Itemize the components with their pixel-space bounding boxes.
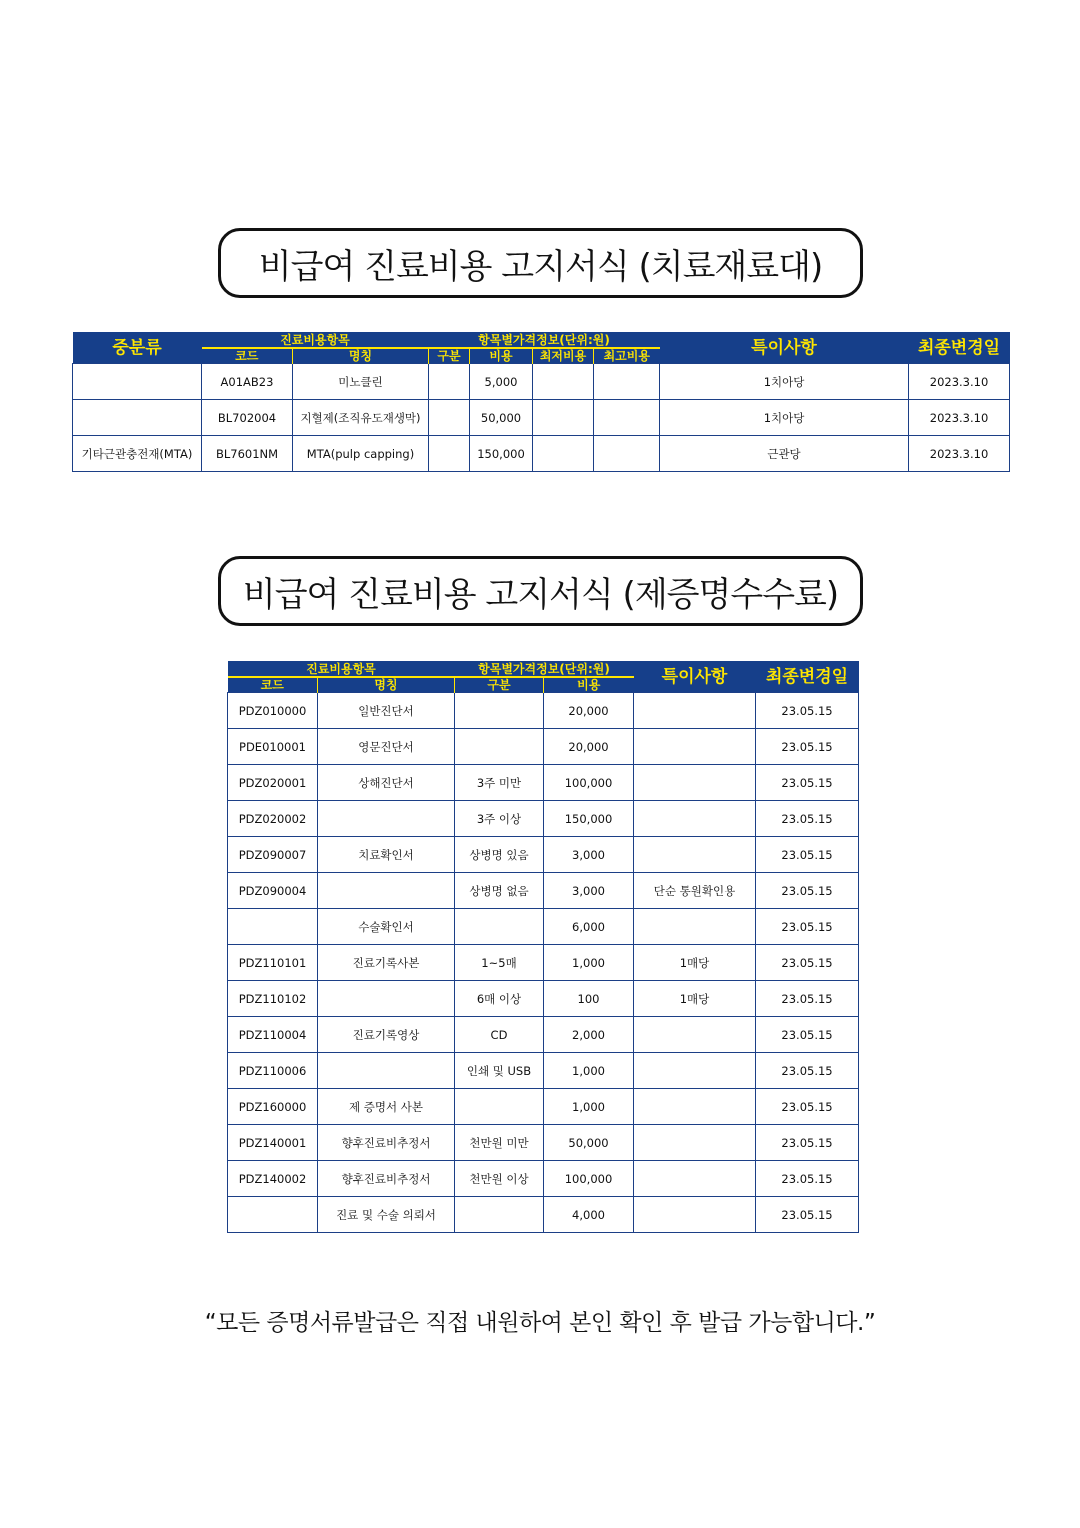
cell-code: PDZ110101 [228, 945, 318, 981]
cell-name [318, 801, 455, 837]
table-row [73, 364, 1010, 400]
cell-cost: 20,000 [544, 693, 634, 729]
cell-code: PDZ110004 [228, 1017, 318, 1053]
header-cost: 비용 [544, 677, 634, 693]
cell-category [73, 364, 202, 400]
table-row [228, 945, 859, 981]
header-division: 구분 [455, 677, 544, 693]
cell-category: 기타근관충전재(MTA) [73, 436, 202, 472]
cell-cost: 1,000 [544, 1089, 634, 1125]
table-row [228, 837, 859, 873]
cell-name: 향후진료비추정서 [318, 1161, 455, 1197]
cell-max-cost [594, 400, 660, 436]
cell-name: 치료확인서 [318, 837, 455, 873]
table-row [228, 693, 859, 729]
cell-code: PDZ110102 [228, 981, 318, 1017]
issuance-notice: “모든 증명서류발급은 직접 내원하여 본인 확인 후 발급 가능합니다.” [204, 1310, 876, 1336]
cell-updated: 23.05.15 [756, 945, 859, 981]
header-note: 특이사항 [634, 661, 756, 693]
cell-note [634, 837, 756, 873]
cell-cost: 1,000 [544, 1053, 634, 1089]
cell-cost: 100,000 [544, 765, 634, 801]
cell-division: 천만원 미만 [455, 1125, 544, 1161]
cell-note: 1매당 [634, 945, 756, 981]
cell-name: 일반진단서 [318, 693, 455, 729]
table-row [228, 1089, 859, 1125]
certificate-fee-table [227, 661, 859, 1233]
cell-note: 1치아당 [660, 364, 909, 400]
cell-name: 상해진단서 [318, 765, 455, 801]
cell-updated: 23.05.15 [756, 909, 859, 945]
cell-division: 천만원 이상 [455, 1161, 544, 1197]
cell-code: A01AB23 [202, 364, 293, 400]
section-title-materials: 비급여 진료비용 고지서식 (치료재료대) [218, 228, 863, 298]
cell-division [429, 364, 470, 400]
cell-max-cost [594, 364, 660, 400]
header-min-cost: 최저비용 [533, 348, 594, 364]
cell-updated: 23.05.15 [756, 729, 859, 765]
cell-note [634, 1197, 756, 1233]
cell-updated: 23.05.15 [756, 837, 859, 873]
cell-note [634, 1161, 756, 1197]
cell-updated: 23.05.15 [756, 1125, 859, 1161]
header-item-group: 진료비용항목 [202, 332, 429, 348]
table-row [228, 1125, 859, 1161]
cell-note [634, 1089, 756, 1125]
cell-cost: 1,000 [544, 945, 634, 981]
cell-updated: 23.05.15 [756, 1017, 859, 1053]
cell-division: 3주 미만 [455, 765, 544, 801]
cell-cost: 50,000 [470, 400, 533, 436]
table-row [228, 1017, 859, 1053]
header-cost: 비용 [470, 348, 533, 364]
cell-cost: 20,000 [544, 729, 634, 765]
cell-code: PDE010001 [228, 729, 318, 765]
cell-note: 단순 통원확인용 [634, 873, 756, 909]
table-row [228, 981, 859, 1017]
cell-division: 상병명 없음 [455, 873, 544, 909]
cell-min-cost [533, 436, 594, 472]
section-title-certificates: 비급여 진료비용 고지서식 (제증명수수료) [218, 556, 863, 626]
cell-note: 근관당 [660, 436, 909, 472]
cell-cost: 150,000 [470, 436, 533, 472]
cell-division [429, 400, 470, 436]
cell-cost: 4,000 [544, 1197, 634, 1233]
cell-min-cost [533, 400, 594, 436]
cell-code: PDZ140001 [228, 1125, 318, 1161]
cell-division [455, 693, 544, 729]
cell-code: PDZ010000 [228, 693, 318, 729]
cell-division [455, 909, 544, 945]
header-code: 코드 [228, 677, 318, 693]
header-name: 명칭 [293, 348, 429, 364]
cell-cost: 150,000 [544, 801, 634, 837]
cell-division: CD [455, 1017, 544, 1053]
cell-name: 지혈제(조직유도재생막) [293, 400, 429, 436]
cell-name [318, 1053, 455, 1089]
header-category: 중분류 [73, 332, 202, 364]
cell-updated: 23.05.15 [756, 1161, 859, 1197]
table-row [73, 400, 1010, 436]
cell-note: 1매당 [634, 981, 756, 1017]
cell-division [455, 1197, 544, 1233]
cell-note [634, 693, 756, 729]
table-row [228, 873, 859, 909]
cell-division: 6매 이상 [455, 981, 544, 1017]
cell-cost: 50,000 [544, 1125, 634, 1161]
cell-updated: 2023.3.10 [909, 436, 1010, 472]
cell-note [634, 765, 756, 801]
cell-updated: 23.05.15 [756, 693, 859, 729]
table-row [228, 909, 859, 945]
cell-code: PDZ090004 [228, 873, 318, 909]
cell-note [634, 1017, 756, 1053]
table-row [228, 801, 859, 837]
cell-note [634, 909, 756, 945]
cell-updated: 23.05.15 [756, 801, 859, 837]
cell-division: 인쇄 및 USB [455, 1053, 544, 1089]
cell-code: PDZ160000 [228, 1089, 318, 1125]
cell-cost: 6,000 [544, 909, 634, 945]
cell-code: BL702004 [202, 400, 293, 436]
cell-cost: 100,000 [544, 1161, 634, 1197]
header-code: 코드 [202, 348, 293, 364]
cell-code: BL7601NM [202, 436, 293, 472]
cell-name [318, 873, 455, 909]
cell-cost: 3,000 [544, 837, 634, 873]
cell-note [634, 1053, 756, 1089]
materials-fee-table [72, 332, 1010, 472]
cell-updated: 23.05.15 [756, 1053, 859, 1089]
header-price-group: 항목별가격정보(단위:원) [429, 332, 660, 348]
cell-category [73, 400, 202, 436]
cell-updated: 2023.3.10 [909, 364, 1010, 400]
cell-code: PDZ140002 [228, 1161, 318, 1197]
cell-name: 영문진단서 [318, 729, 455, 765]
table-row [73, 436, 1010, 472]
header-max-cost: 최고비용 [594, 348, 660, 364]
cell-name: 수술확인서 [318, 909, 455, 945]
cell-note: 1치아당 [660, 400, 909, 436]
cell-updated: 23.05.15 [756, 1089, 859, 1125]
table-row [228, 1053, 859, 1089]
cell-note [634, 729, 756, 765]
cell-code [228, 1197, 318, 1233]
header-price-group: 항목별가격정보(단위:원) [455, 661, 634, 677]
cell-name: MTA(pulp capping) [293, 436, 429, 472]
table-row [228, 1197, 859, 1233]
cell-updated: 23.05.15 [756, 981, 859, 1017]
cell-division: 상병명 있음 [455, 837, 544, 873]
table-row [228, 729, 859, 765]
cell-division [429, 436, 470, 472]
header-name: 명칭 [318, 677, 455, 693]
table-row [228, 1161, 859, 1197]
cell-name: 제 증명서 사본 [318, 1089, 455, 1125]
cell-name: 진료기록사본 [318, 945, 455, 981]
header-division: 구분 [429, 348, 470, 364]
cell-note [634, 801, 756, 837]
cell-division: 1~5매 [455, 945, 544, 981]
cell-name: 진료 및 수술 의뢰서 [318, 1197, 455, 1233]
cell-updated: 23.05.15 [756, 765, 859, 801]
cell-division: 3주 이상 [455, 801, 544, 837]
cell-code [228, 909, 318, 945]
cell-cost: 2,000 [544, 1017, 634, 1053]
header-updated: 최종변경일 [756, 661, 859, 693]
cell-name: 향후진료비추정서 [318, 1125, 455, 1161]
header-item-group: 진료비용항목 [228, 661, 455, 677]
header-note: 특이사항 [660, 332, 909, 364]
cell-cost: 5,000 [470, 364, 533, 400]
cell-name [318, 981, 455, 1017]
cell-cost: 100 [544, 981, 634, 1017]
header-updated: 최종변경일 [909, 332, 1010, 364]
cell-cost: 3,000 [544, 873, 634, 909]
cell-min-cost [533, 364, 594, 400]
cell-division [455, 729, 544, 765]
cell-code: PDZ020001 [228, 765, 318, 801]
cell-note [634, 1125, 756, 1161]
cell-division [455, 1089, 544, 1125]
cell-name: 진료기록영상 [318, 1017, 455, 1053]
table-row [228, 765, 859, 801]
cell-name: 미노클린 [293, 364, 429, 400]
cell-updated: 23.05.15 [756, 1197, 859, 1233]
cell-updated: 23.05.15 [756, 873, 859, 909]
cell-code: PDZ110006 [228, 1053, 318, 1089]
cell-code: PDZ020002 [228, 801, 318, 837]
cell-updated: 2023.3.10 [909, 400, 1010, 436]
cell-max-cost [594, 436, 660, 472]
cell-code: PDZ090007 [228, 837, 318, 873]
